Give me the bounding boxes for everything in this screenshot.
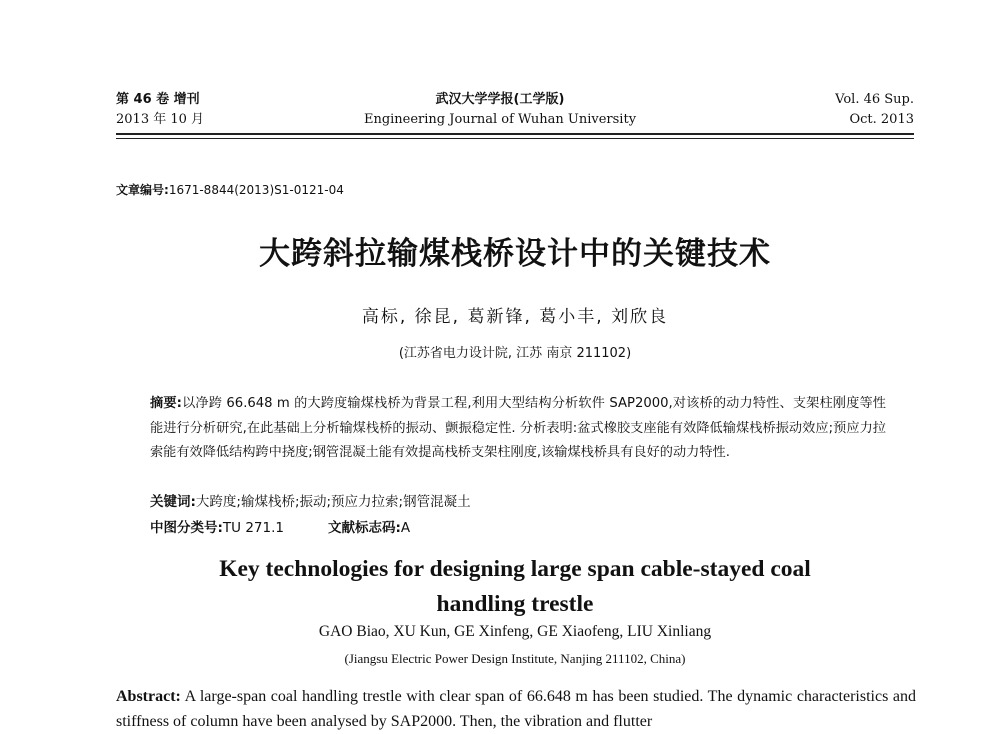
header-rule-thin <box>116 138 914 139</box>
abstract-cn-text: 以净跨 66.648 m 的大跨度输煤栈桥为背景工程,利用大型结构分析软件 SAP2000,对该桥的动力特性、支架柱刚度等性能进行分析研究,在此基础上分析输煤栈桥的振动、颤振稳定性. 分析表明:盆式橡胶支座能有效降低输煤栈桥振动效应;预应力拉索能有效降低结构跨中挠度;钢管混凝土能有效提高栈桥支架柱刚度,该输煤栈桥具有良好的动力特性. <box>150 396 886 460</box>
clc-value: TU 271.1 <box>222 520 284 536</box>
paper-title-en <box>0 552 1000 622</box>
abstract-en-text: A large-span coal handling trestle with clear span of 66.648 m has been studied. The dynamic characteristics and stiffness of column have been analysed by SAP2000. Then, the vibration and flutter <box>116 688 917 730</box>
affiliation-cn: (江苏省电力设计院, 江苏 南京 211102) <box>398 346 632 361</box>
volume-en: Vol. 46 Sup. <box>835 92 914 107</box>
journal-name-en: Engineering Journal of Wuhan University <box>363 112 637 127</box>
journal-volume-en <box>835 90 914 130</box>
journal-name-cn: 武汉大学学报(工学版) <box>435 92 565 107</box>
affiliation-en: (Jiangsu Electric Power Design Institute, Nanjing 211102, China) <box>344 651 686 666</box>
date-en: Oct. 2013 <box>849 112 914 127</box>
abstract-cn-label: 摘要: <box>150 396 182 411</box>
article-number-label: 文章编号: <box>116 183 169 197</box>
header-rule-thick <box>116 133 914 135</box>
article-number-value: 1671-8844(2013)S1-0121-04 <box>168 183 344 197</box>
clc-label: 中图分类号: <box>150 520 223 536</box>
volume-issue-cn: 第 46 卷 增刊 <box>116 92 200 107</box>
doc-code-label: 文献标志码: <box>327 520 401 536</box>
keywords-cn-text: 大跨度;输煤栈桥;振动;预应力拉索;钢管混凝土 <box>195 494 471 510</box>
classification-line <box>150 516 410 536</box>
paper-title-cn: 大跨斜拉输煤栈桥设计中的关键技术 <box>259 236 771 272</box>
abstract-en-label: Abstract: <box>116 688 181 705</box>
paper-title-en-text: Key technologies for designing large span cable-stayed coal handling trestle <box>219 556 811 617</box>
abstract-en <box>116 684 916 734</box>
authors-cn: 高标, 徐昆, 葛新锋, 葛小丰, 刘欣良 <box>361 307 669 327</box>
keywords-cn <box>150 490 471 510</box>
doc-code-value: A <box>400 520 411 536</box>
date-cn: 2013 年 10 月 <box>116 112 205 127</box>
abstract-cn <box>150 392 886 466</box>
authors-en: GAO Biao, XU Kun, GE Xinfeng, GE Xiaofeng, LIU Xinliang <box>318 623 712 640</box>
keywords-cn-label: 关键词: <box>150 494 196 510</box>
article-number <box>116 181 344 198</box>
